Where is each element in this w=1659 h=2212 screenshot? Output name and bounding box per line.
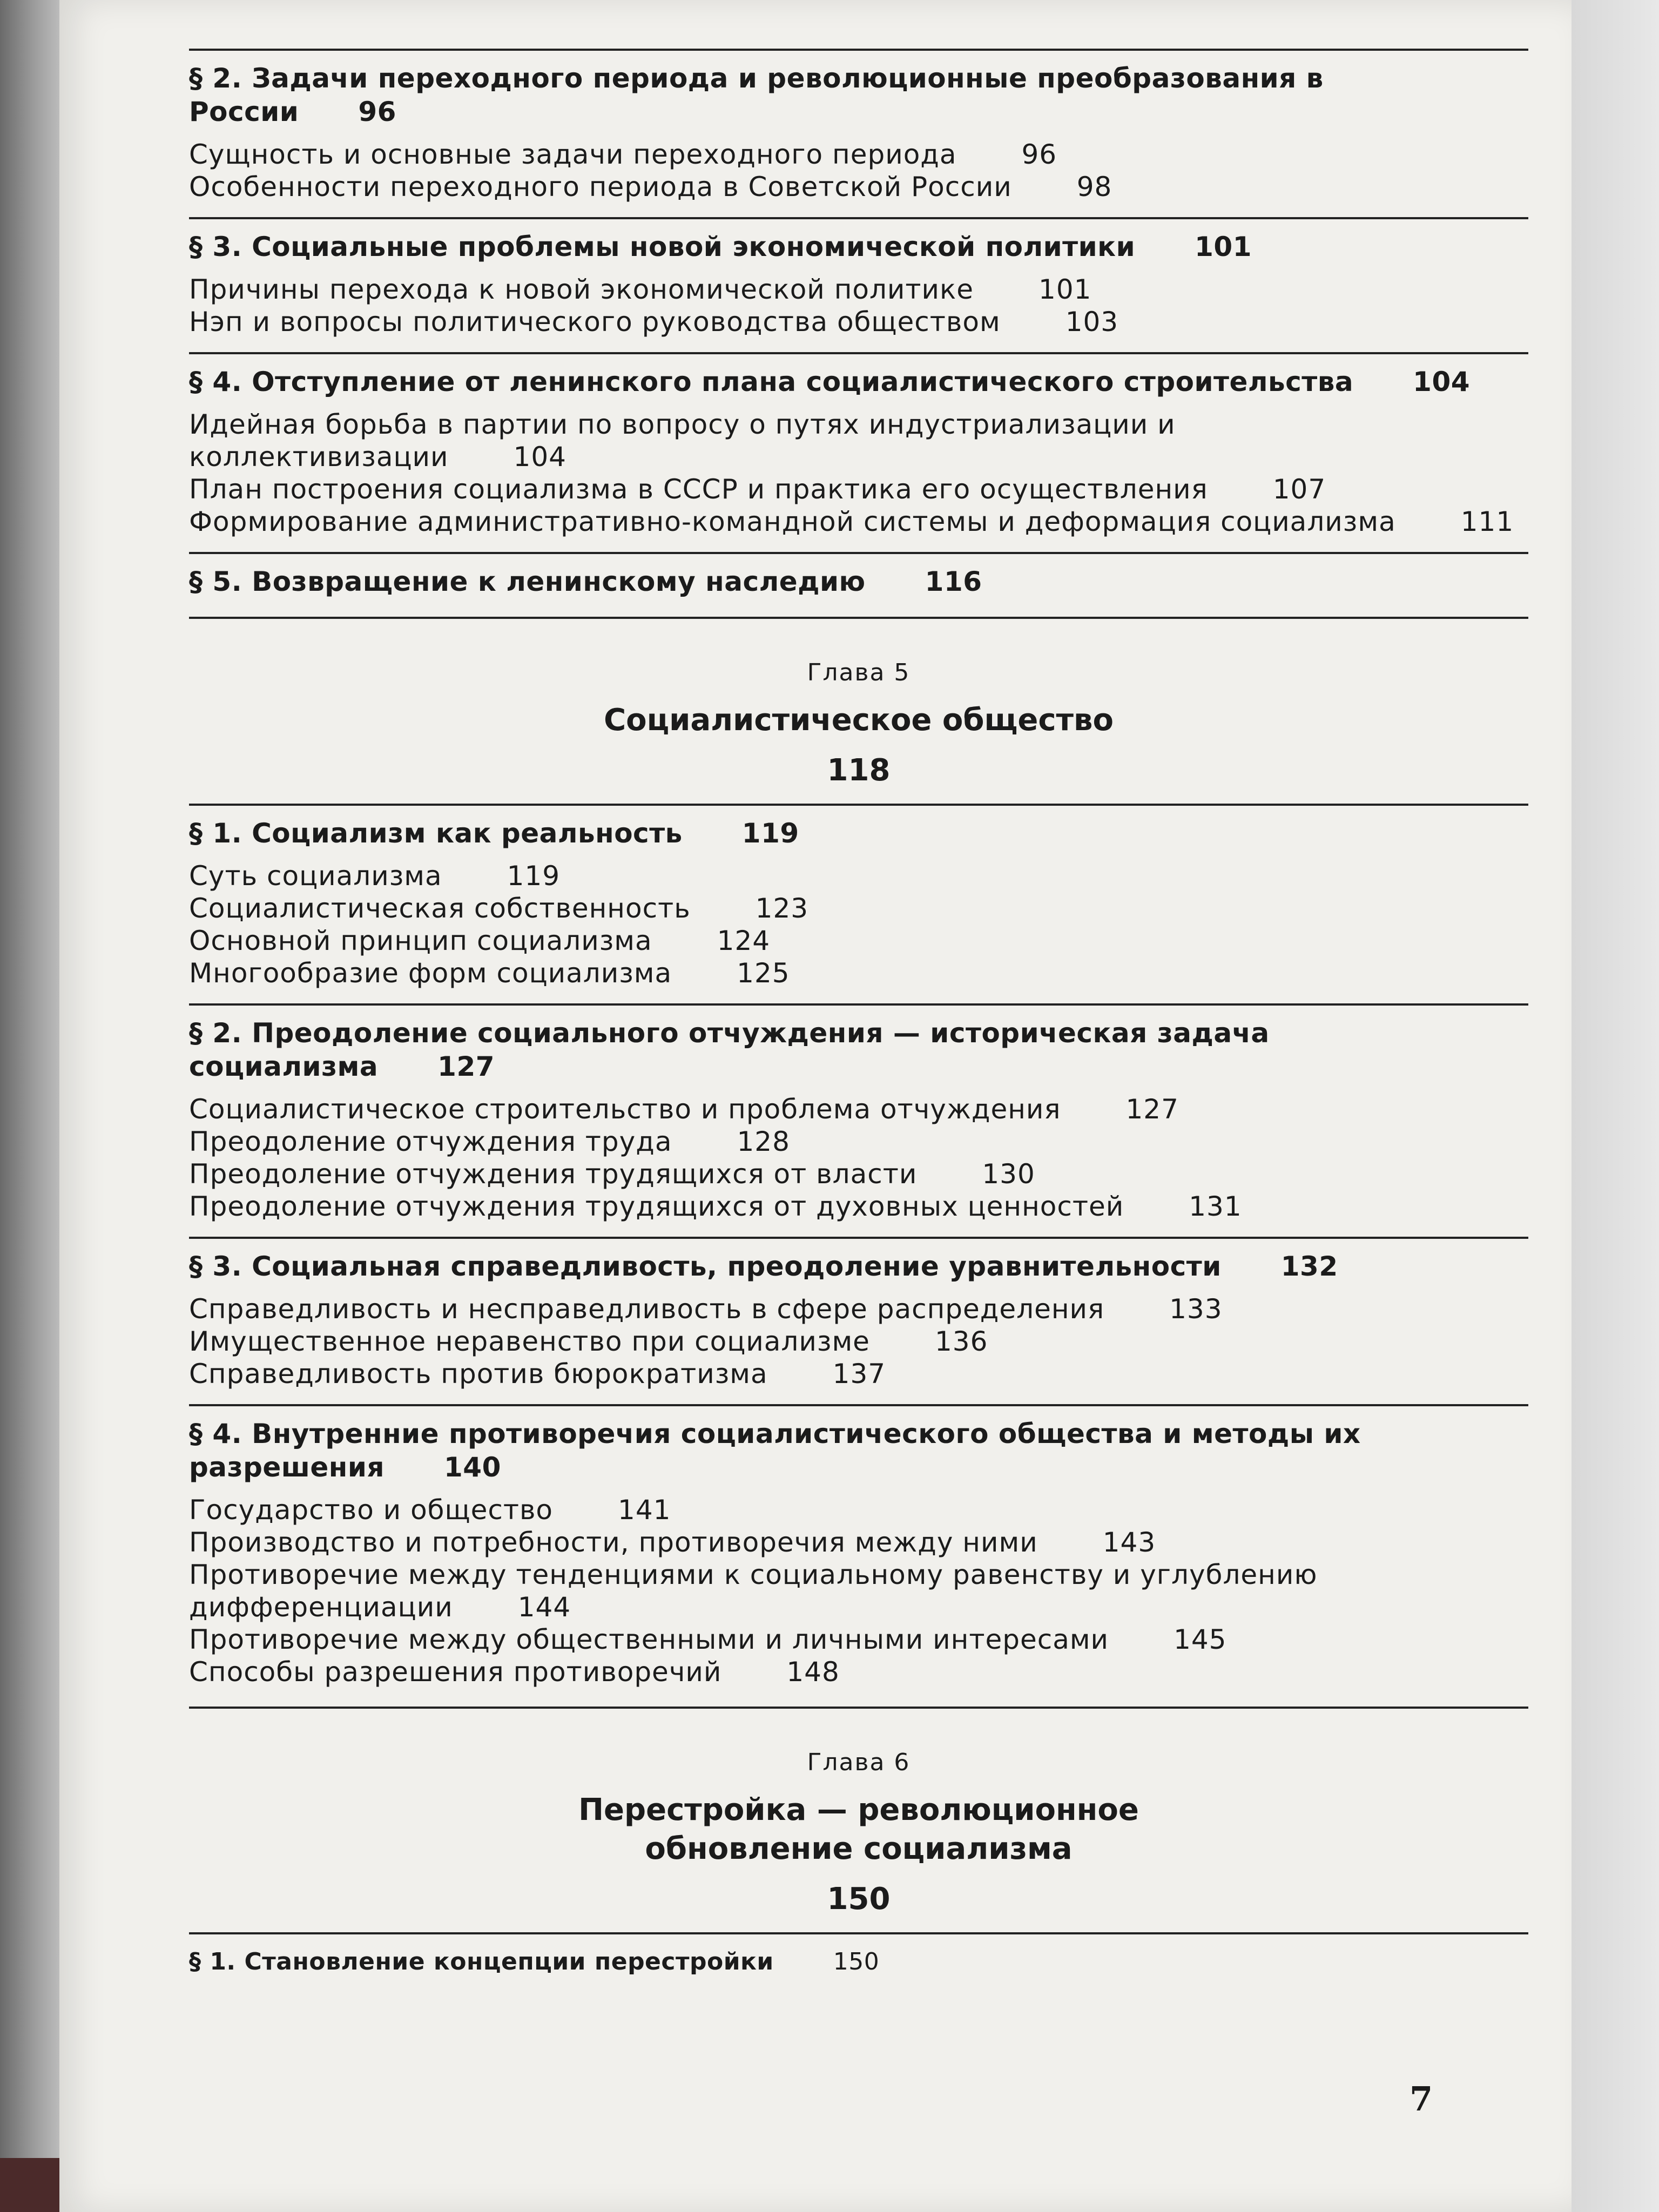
toc-entry: Социалистическая собственность 123 (189, 893, 809, 924)
chapter-page: 150 (827, 1881, 891, 1917)
toc-entry: Многообразие форм социализма 125 (189, 957, 790, 989)
toc-entry: Формирование административно-командной системы и деформация социализма 111 (189, 506, 1514, 537)
toc-entry: Социалистическое строительство и проблема отчуждения 127 (189, 1094, 1179, 1125)
toc-entry: Преодоление отчуждения трудящихся от духовных ценностей 131 (189, 1191, 1242, 1222)
chapter-label: Глава 5 (807, 659, 911, 686)
section-heading: § 1. Становление концепции перестройки 150 (189, 1948, 880, 1975)
chapter-heading (189, 617, 1528, 790)
toc-entry: Справедливость и несправедливость в сфере распределения 133 (189, 1293, 1223, 1325)
section-heading: § 1. Социализм как реальность 119 (189, 818, 799, 849)
toc-entry: Противоречие между тенденциями к социальному равенству и углублению дифференциации 144 (189, 1559, 1318, 1623)
toc-section (189, 1003, 1528, 1223)
toc-entry: Производство и потребности, противоречия между ними 143 (189, 1527, 1156, 1558)
toc-entry: Сущность и основные задачи переходного периода 96 (189, 139, 1057, 170)
toc-entry: Преодоление отчуждения трудящихся от власти 130 (189, 1158, 1035, 1190)
toc-section (189, 49, 1528, 203)
toc-section (189, 217, 1528, 338)
section-heading: § 4. Внутренние противоречия социалистического общества и методы их разрешения 140 (189, 1418, 1361, 1483)
toc-entry: Способы разрешения противоречий 148 (189, 1656, 840, 1688)
chapter-title: Перестройка — революционное обновление социализма (578, 1792, 1139, 1866)
toc-entry: Основной принцип социализма 124 (189, 925, 771, 956)
toc-entry: Идейная борьба в партии по вопросу о путях индустриализации и коллективизации 104 (189, 409, 1176, 473)
toc-entry: План построения социализма в СССР и практика его осуществления 107 (189, 474, 1326, 505)
toc-entry: Причины перехода к новой экономической политике 101 (189, 274, 1092, 305)
toc-section (189, 552, 1528, 598)
toc-entry: Имущественное неравенство при социализме 136 (189, 1326, 988, 1357)
facing-page-edge (1567, 0, 1659, 2212)
section-heading: § 5. Возвращение к ленинскому наследию 116 (189, 566, 982, 597)
chapter-title: Социалистическое общество (604, 703, 1114, 738)
toc-section (189, 1237, 1528, 1390)
section-heading: § 3. Социальная справедливость, преодоление уравнительности 132 (189, 1251, 1338, 1282)
section-heading: § 2. Преодоление социального отчуждения — историческая задача социализма 127 (189, 1017, 1270, 1082)
toc-section (189, 1932, 1528, 1979)
toc-entry: Справедливость против бюрократизма 137 (189, 1358, 886, 1390)
chapter-label: Глава 6 (807, 1749, 911, 1776)
toc-entry: Преодоление отчуждения труда 128 (189, 1126, 790, 1157)
toc-section (189, 804, 1528, 989)
toc-entry: Суть социализма 119 (189, 860, 561, 892)
toc-entry: Особенности переходного периода в Советской России 98 (189, 171, 1112, 203)
chapter-heading (189, 1707, 1528, 1918)
toc-section (189, 1404, 1528, 1688)
chapter-page: 118 (827, 753, 891, 788)
section-heading: § 2. Задачи переходного периода и революционные преобразования в России 96 (189, 63, 1324, 127)
toc-entry: Нэп и вопросы политического руководства обществом 103 (189, 306, 1119, 338)
toc-entry: Государство и общество 141 (189, 1494, 671, 1526)
page-number: 7 (1410, 2079, 1433, 2119)
book-page (59, 0, 1572, 2212)
toc-section (189, 352, 1528, 538)
toc-entry: Противоречие между общественными и личными интересами 145 (189, 1624, 1227, 1655)
section-heading: § 3. Социальные проблемы новой экономической политики 101 (189, 231, 1252, 262)
table-of-contents (189, 16, 1528, 1988)
section-heading: § 4. Отступление от ленинского плана социалистического строительства 104 (189, 366, 1471, 397)
